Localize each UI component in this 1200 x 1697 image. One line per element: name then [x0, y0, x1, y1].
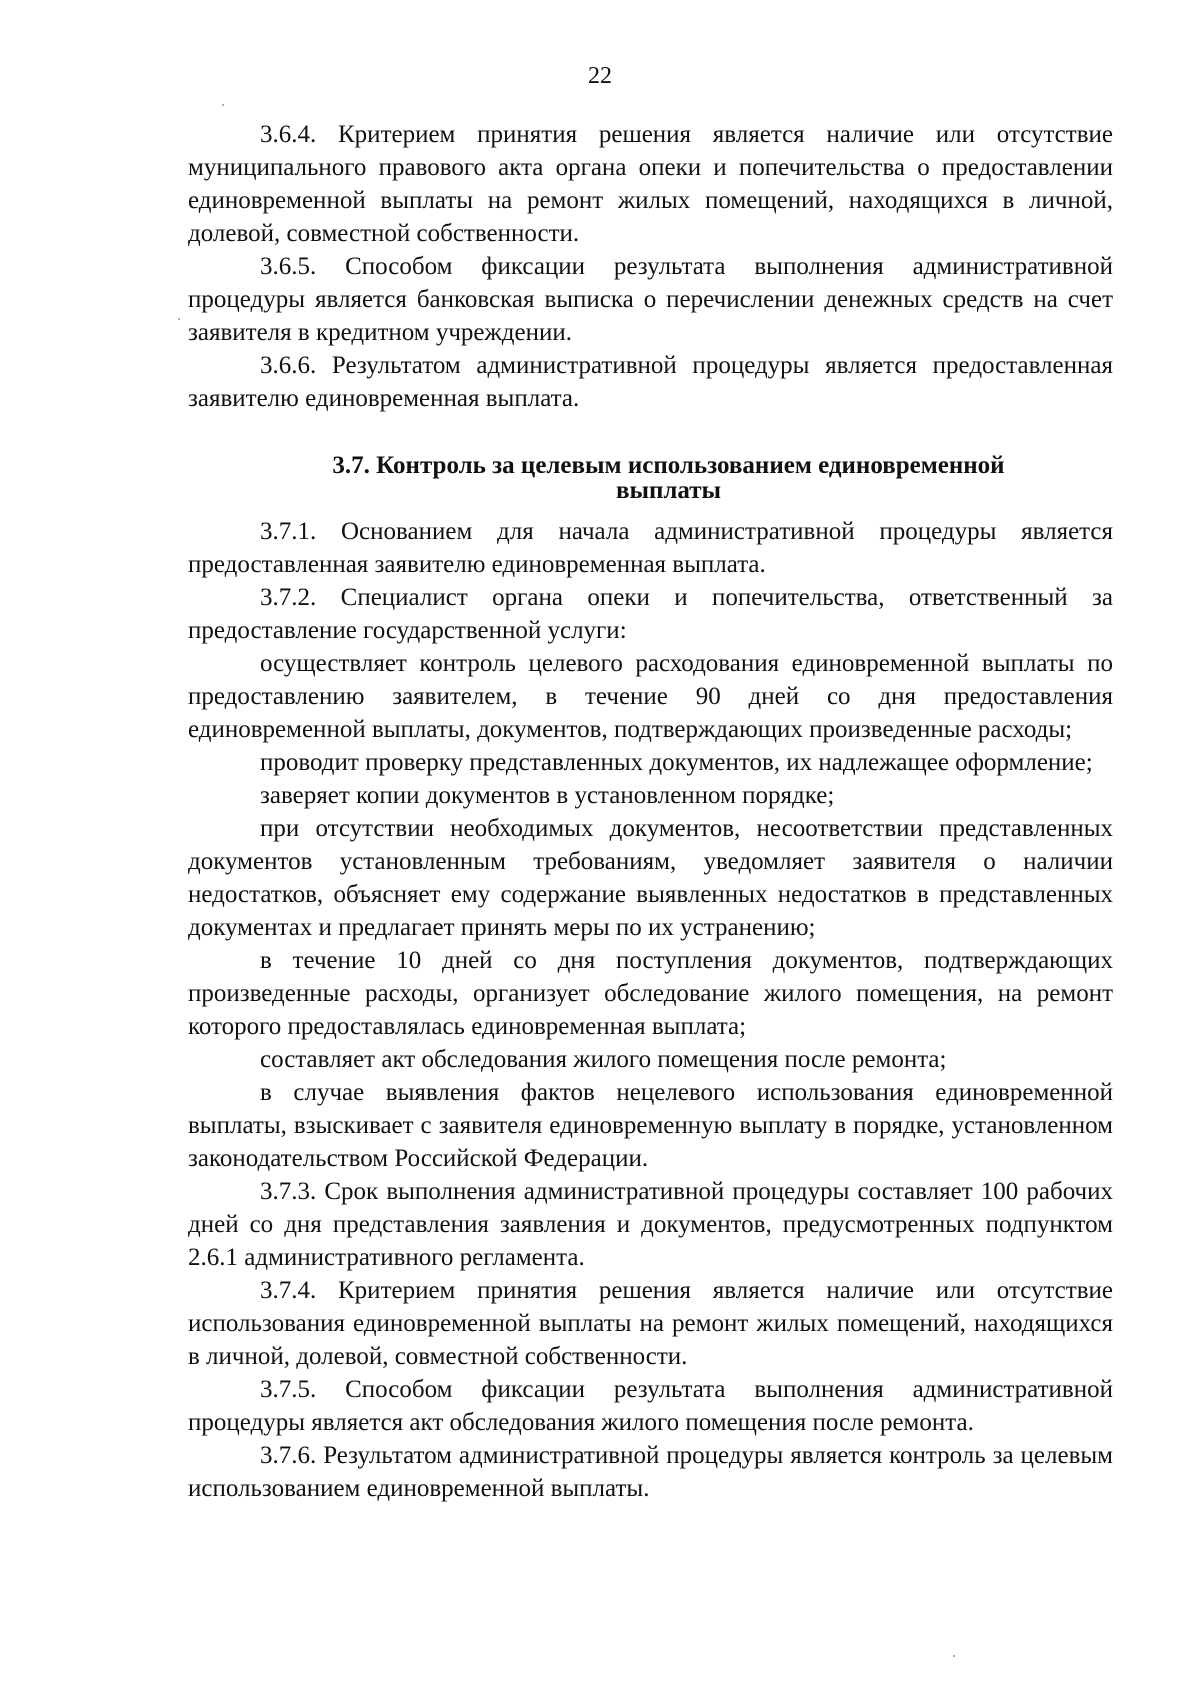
list-item-check: проводит проверку представленных документов, их надлежащее оформление;: [260, 749, 1093, 776]
section-heading-line-1: 3.7. Контроль за целевым использованием единовременной: [332, 452, 1005, 479]
list-item-recovery: в случае выявления фактов нецелевого использования единовременной выплаты, взыскивает с заявителя единовременную выплату в порядке, установленном законодательством Российской Федерации.: [188, 1079, 1113, 1172]
paragraph-3-7-3: 3.7.3. Срок выполнения административной процедуры составляет 100 рабочих дней со дня представления заявления и документов, предусмотренных подпунктом 2.6.1 административного регламента.: [188, 1178, 1113, 1271]
section-heading-line-2: выплаты: [615, 477, 722, 504]
page-number: 22: [588, 63, 612, 89]
paragraph-3-6-5: 3.6.5. Способом фиксации результата выполнения административной процедуры является банковская выписка о перечислении денежных средств на счет заявителя в кредитном учреждении.: [188, 253, 1113, 346]
paragraph-3-7-2: 3.7.2. Специалист органа опеки и попечительства, ответственный за предоставление государственной услуги:: [188, 584, 1113, 644]
paragraph-3-7-5: 3.7.5. Способом фиксации результата выполнения административной процедуры является акт обследования жилого помещения после ремонта.: [188, 1376, 1113, 1436]
paragraph-3-6-4: 3.6.4. Критерием принятия решения является наличие или отсутствие муниципального правового акта органа опеки и попечительства о предоставлении единовременной выплаты на ремонт жилых помещений, находящихся в личной, долевой, совместной собственности.: [188, 121, 1113, 247]
paragraph-3-7-1: 3.7.1. Основанием для начала административной процедуры является предоставленная заявителю единовременная выплата.: [188, 518, 1113, 578]
paragraph-3-7-6: 3.7.6. Результатом административной процедуры является контроль за целевым использованием единовременной выплаты.: [188, 1442, 1113, 1502]
list-item-notify: при отсутствии необходимых документов, несоответствии представленных документов установленным требованиям, уведомляет заявителя о наличии недостатков, объясняет ему содержание выявленных недостатков в представленных документах и предлагает принять меры по их устранению;: [188, 815, 1113, 941]
section-heading-3-7: [188, 453, 1113, 503]
scan-speck: [222, 104, 224, 106]
list-item-certify: заверяет копии документов в установленном порядке;: [260, 782, 835, 809]
list-item-act: составляет акт обследования жилого помещения после ремонта;: [260, 1046, 947, 1073]
paragraph-3-7-4: 3.7.4. Критерием принятия решения является наличие или отсутствие использования единовременной выплаты на ремонт жилых помещений, находящихся в личной, долевой, совместной собственности.: [188, 1277, 1113, 1370]
document-body: [188, 118, 1113, 1505]
scan-speck: [953, 1655, 955, 1657]
scan-speck: [178, 318, 180, 320]
list-item-inspection: в течение 10 дней со дня поступления документов, подтверждающих произведенные расходы, организует обследование жилого помещения, на ремонт которого предоставлялась единовременная выплата;: [188, 947, 1113, 1040]
paragraph-3-6-6: 3.6.6. Результатом административной процедуры является предоставленная заявителю единовременная выплата.: [188, 352, 1113, 412]
list-item-control: осуществляет контроль целевого расходования единовременной выплаты по предоставлению заявителем, в течение 90 дней со дня предоставления единовременной выплаты, документов, подтверждающих произведенные расходы;: [188, 650, 1113, 743]
